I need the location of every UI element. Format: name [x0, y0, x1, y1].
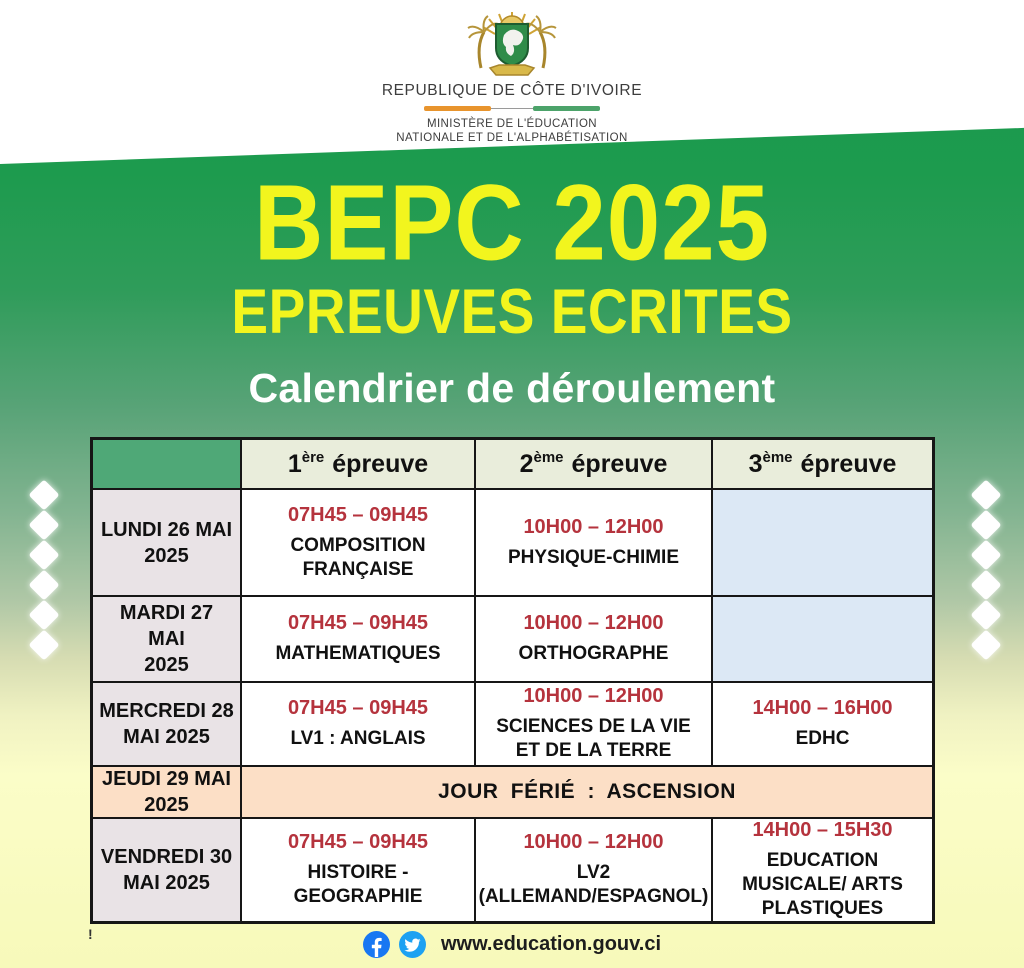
exam-time: 07H45 – 09H45 [287, 503, 429, 526]
day-label: 2025 [144, 794, 189, 816]
ordinal-suffix: ère [301, 449, 325, 466]
exam-subject: COMPOSITION FRANÇAISE [290, 534, 426, 580]
col-header-epreuve-2 [476, 440, 711, 488]
exam-schedule-table [90, 437, 935, 924]
day-label: MARDI 27 MAI [119, 602, 214, 650]
exam-cell [242, 819, 474, 921]
ordinal-number: 1 [287, 450, 302, 478]
day-cell-mardi [93, 597, 240, 681]
ministry-line-2: NATIONALE ET DE L'ALPHABÉTISATION [396, 132, 628, 145]
exam-cell [242, 490, 474, 595]
facebook-icon[interactable] [363, 931, 390, 958]
diamond-icon [28, 629, 59, 660]
exam-cell [713, 819, 932, 921]
day-label: 2025 [144, 654, 189, 676]
diamond-icon [970, 569, 1001, 600]
flag-middle-line [491, 108, 533, 109]
flag-divider [424, 105, 600, 111]
exam-time: 07H45 – 09H45 [287, 612, 429, 635]
sub-title: EPREUVES ECRITES [231, 275, 793, 347]
stray-mark: ! [88, 926, 93, 942]
exam-subject: EDUCATION MUSICALE/ ARTS PLASTIQUES [742, 850, 903, 919]
exam-subject: HISTOIRE - GEOGRAPHIE [293, 862, 423, 907]
exam-time: 14H00 – 16H00 [752, 697, 893, 720]
exam-cell [476, 819, 711, 921]
ordinal-number: 2 [519, 450, 534, 478]
col-header-epreuve-3 [713, 440, 932, 488]
title-block [0, 163, 1024, 412]
government-header [0, 4, 1024, 146]
day-label: JEUDI 29 MAI [102, 768, 231, 790]
diamond-icon [28, 539, 59, 570]
diamond-icon [28, 509, 59, 540]
republic-title: REPUBLIQUE DE CÔTE D'IVOIRE [381, 82, 643, 99]
diamond-icon [970, 629, 1001, 660]
exam-cell [476, 597, 711, 681]
diamond-icon [970, 599, 1001, 630]
exam-time: 07H45 – 09H45 [287, 831, 429, 854]
exam-subject: SCIENCES DE LA VIE ET DE LA TERRE [496, 716, 691, 761]
flag-orange-stripe [424, 106, 491, 111]
exam-cell [476, 490, 711, 595]
left-diamond-ornament [33, 484, 55, 656]
day-cell-mercredi [93, 683, 240, 765]
holiday-cell [242, 767, 932, 817]
calendar-caption: Calendrier de déroulement [248, 365, 776, 411]
day-cell-jeudi [93, 767, 240, 817]
twitter-icon[interactable] [399, 931, 426, 958]
coat-of-arms-icon [451, 4, 573, 80]
exam-time: 14H00 – 15H30 [752, 819, 893, 842]
ordinal-suffix: ème [762, 449, 793, 466]
col-header-epreuve-1 [242, 440, 474, 488]
table-corner-cell [93, 440, 240, 488]
diamond-icon [28, 479, 59, 510]
empty-cell [713, 490, 932, 595]
ordinal-word: épreuve [332, 450, 429, 478]
empty-cell [713, 597, 932, 681]
day-cell-lundi [93, 490, 240, 595]
diamond-icon [970, 509, 1001, 540]
ordinal-suffix: ème [533, 449, 564, 466]
day-label: MAI 2025 [123, 872, 210, 894]
exam-subject: PHYSIQUE-CHIMIE [507, 546, 680, 568]
day-cell-vendredi [93, 819, 240, 921]
right-diamond-ornament [975, 484, 997, 656]
exam-subject: EDHC [795, 728, 850, 750]
exam-time: 10H00 – 12H00 [523, 515, 664, 538]
exam-time: 10H00 – 12H00 [523, 831, 664, 854]
day-label: LUNDI 26 MAI [100, 518, 233, 541]
diamond-icon [28, 599, 59, 630]
diamond-icon [28, 569, 59, 600]
exam-time: 10H00 – 12H00 [523, 612, 664, 635]
exam-time: 07H45 – 09H45 [287, 697, 429, 720]
exam-cell [713, 683, 932, 765]
exam-subject: LV2 (ALLEMAND/ESPAGNOL) [478, 862, 709, 907]
flag-green-stripe [533, 106, 600, 111]
ordinal-number: 3 [748, 450, 763, 478]
day-label: VENDREDI 30 [100, 846, 233, 868]
day-label: 2025 [144, 544, 189, 567]
day-label: MERCREDI 28 [99, 700, 234, 722]
diamond-icon [970, 539, 1001, 570]
main-title: BEPC 2025 [254, 163, 770, 284]
exam-subject: ORTHOGRAPHE [518, 643, 669, 665]
exam-cell [242, 597, 474, 681]
day-label: MAI 2025 [123, 726, 210, 748]
ordinal-word: épreuve [571, 450, 668, 478]
website-link[interactable]: www.education.gouv.ci [440, 933, 662, 955]
ordinal-word: épreuve [800, 450, 897, 478]
exam-subject: LV1 : ANGLAIS [290, 728, 426, 750]
diamond-icon [970, 479, 1001, 510]
ministry-line-1: MINISTÈRE DE L'ÉDUCATION [426, 118, 598, 130]
exam-time: 10H00 – 12H00 [523, 685, 664, 708]
exam-cell [242, 683, 474, 765]
holiday-label: JOUR FÉRIÉ : ASCENSION [438, 780, 736, 803]
exam-subject: MATHEMATIQUES [275, 643, 441, 665]
exam-cell [476, 683, 711, 765]
poster-footer [0, 931, 1024, 958]
